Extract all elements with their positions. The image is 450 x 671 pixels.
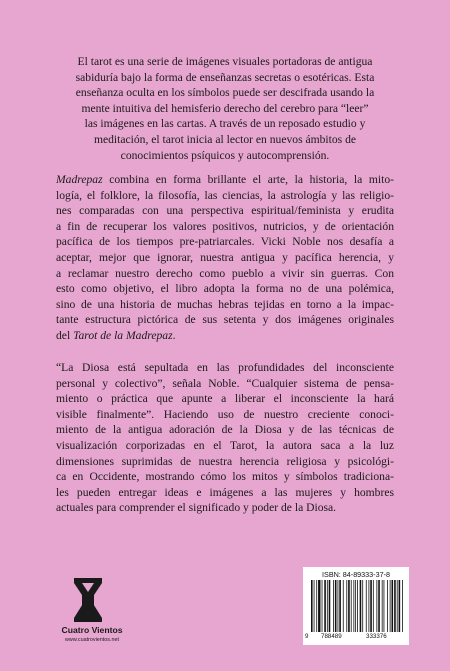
text-segment: logía, el folklore, la filosofía, las ciencias, la astrología y las religio- xyxy=(56,188,394,202)
text-segment: visible finalmente”. Haciendo uso de nuestro creciente conoci- xyxy=(56,407,394,421)
barcode-bar xyxy=(318,580,320,632)
barcode-bar xyxy=(382,580,383,632)
barcode-bar xyxy=(370,580,372,632)
barcode-bar xyxy=(351,580,352,632)
text-segment: . xyxy=(172,328,176,342)
publisher-website: www.cuatrovientos.net xyxy=(65,637,119,643)
text-line xyxy=(56,281,394,297)
text-segment: meditación, el tarot inicia al lector en nuevos ámbitos de xyxy=(93,132,357,146)
text-segment: sino de una historia de muchas hebras tejidas en torno a la impac- xyxy=(56,297,394,311)
barcode-bar xyxy=(343,580,344,632)
barcode-bar xyxy=(387,580,388,632)
text-segment: actuales para comprender el significado y poder de la Diosa. xyxy=(56,501,337,515)
text-segment: esto como objetivo, el libro adopta la forma no de una polémica, xyxy=(56,282,394,296)
text-line xyxy=(56,54,394,70)
text-segment: sabiduría bajo la forma de enseñanzas secretas o esotéricas. Esta xyxy=(75,70,375,84)
text-line xyxy=(56,297,394,313)
text-segment: tante estructura pictórica de sus setenta y dos imágenes originales xyxy=(56,313,394,327)
barcode-bar xyxy=(346,580,347,632)
barcode-bar xyxy=(355,580,356,632)
text-line xyxy=(56,203,394,219)
text-line xyxy=(56,70,394,86)
barcode-bar xyxy=(394,580,396,632)
barcode-bar xyxy=(378,580,380,632)
text-line xyxy=(56,500,394,516)
italic-title-text: Madrepaz xyxy=(56,173,103,186)
barcode-bar xyxy=(353,580,354,632)
text-line xyxy=(56,485,394,501)
text-line xyxy=(56,266,394,282)
italic-title-text: Tarot de la Madrepaz xyxy=(73,328,173,342)
description-paragraph xyxy=(56,172,394,344)
text-segment: a fin de recuperar los valores positivos, nutricios, y de orientación xyxy=(56,219,394,233)
text-segment: visualización corporizadas en el Tarot, la autora saca a la luz xyxy=(56,438,394,452)
text-segment: a reclamar nuestro derecho como pueblo a vivir sin guerras. Con xyxy=(56,266,394,280)
text-line xyxy=(56,454,394,470)
barcode-bar xyxy=(311,580,313,632)
barcode-bar xyxy=(397,580,398,632)
text-line xyxy=(56,132,394,148)
text-segment: dimensiones suprimidas de nuestra herencia religiosa y psicológi- xyxy=(56,454,394,468)
barcode-box xyxy=(303,567,409,645)
text-segment: del xyxy=(56,328,74,342)
text-line xyxy=(56,219,394,235)
barcode-bar xyxy=(373,580,374,632)
text-segment: “La Diosa está sepultada en las profundidades del inconsciente xyxy=(56,361,394,374)
barcode-bar xyxy=(324,580,326,632)
barcode-bar xyxy=(376,580,377,632)
text-line xyxy=(56,422,394,438)
barcode-bar xyxy=(392,580,394,632)
barcode-bar xyxy=(366,580,367,632)
text-segment: conocimientos psíquicos y autocomprensión. xyxy=(120,148,330,162)
barcode-bar xyxy=(390,580,391,632)
text-line xyxy=(56,188,394,204)
barcode-bar xyxy=(322,580,323,632)
text-line xyxy=(56,328,394,344)
four-winds-pillar-logo-icon xyxy=(60,578,116,622)
text-segment: pacífica de los tiempos pre-patriarcales. Vicki Noble nos desafía a xyxy=(56,235,394,249)
text-segment: combina en forma brillante el arte, la historia, la mito- xyxy=(102,173,394,186)
text-line xyxy=(56,438,394,454)
barcode-digits-right: 333376 xyxy=(366,633,387,640)
text-line xyxy=(56,250,394,266)
barcode-bar xyxy=(348,580,350,632)
barcode-bars xyxy=(311,580,403,634)
text-segment: mente intuitiva del hemisferio derecho del cerebro para “leer” xyxy=(81,101,369,115)
barcode-digits-left: 788489 xyxy=(321,633,342,640)
text-segment: miento de la antigua adoración de la Diosa y de las técnicas de xyxy=(56,423,394,437)
text-line xyxy=(56,234,394,250)
barcode-bar xyxy=(333,580,334,632)
intro-paragraph xyxy=(56,54,394,163)
quote-paragraph xyxy=(56,360,394,516)
barcode-bar xyxy=(329,580,331,632)
text-segment: les pueden entregar ideas e imágenes a las mujeres y hombres xyxy=(56,485,394,499)
barcode-bar xyxy=(384,580,385,632)
text-line xyxy=(56,312,394,328)
barcode-bar xyxy=(399,580,401,632)
text-line xyxy=(56,376,394,392)
text-line xyxy=(56,407,394,423)
text-segment: miento o práctica que apunte a liberar el inconsciente la hará xyxy=(56,392,394,406)
barcode-digit-first: 9 xyxy=(305,633,309,640)
barcode-bar xyxy=(402,580,403,632)
barcode-bar xyxy=(338,580,339,632)
barcode-bar xyxy=(339,580,341,632)
barcode-bar xyxy=(327,580,328,632)
text-line xyxy=(56,391,394,407)
text-line xyxy=(56,360,394,376)
barcode-bar xyxy=(335,580,337,632)
text-line xyxy=(56,469,394,485)
text-segment: aceptar, mejor que ignorar, nuestra antigua y pacífica herencia, y xyxy=(56,250,394,264)
text-line xyxy=(56,116,394,132)
text-segment: El tarot es una serie de imágenes visuales portadoras de antigua xyxy=(77,55,373,68)
isbn-label: ISBN: 84-89333-37-8 xyxy=(322,570,390,579)
text-line xyxy=(56,85,394,101)
text-line xyxy=(56,101,394,117)
text-segment: ca en Occidente, mostrando cómo los mitos y símbolos tradiciona- xyxy=(56,470,394,484)
text-segment: las imágenes en las cartas. A través de un reposado estudio y xyxy=(84,117,366,131)
text-line xyxy=(56,148,394,164)
text-line xyxy=(56,172,394,188)
barcode-bar xyxy=(369,580,370,632)
text-segment: nes comparadas con una perspectiva espiritual/feminista y erudita xyxy=(56,204,394,218)
text-segment: personal y colectivo”, señala Noble. “Cualquier sistema de pensa- xyxy=(56,376,394,390)
publisher-name: Cuatro Vientos xyxy=(61,625,123,635)
barcode-bar xyxy=(314,580,315,632)
barcode-bar xyxy=(360,580,362,632)
barcode-bar xyxy=(362,580,363,632)
barcode-bar xyxy=(316,580,317,632)
text-segment: enseñanza oculta en los símbolos puede ser descifrada usando la xyxy=(75,86,375,100)
barcode-bar xyxy=(357,580,358,632)
